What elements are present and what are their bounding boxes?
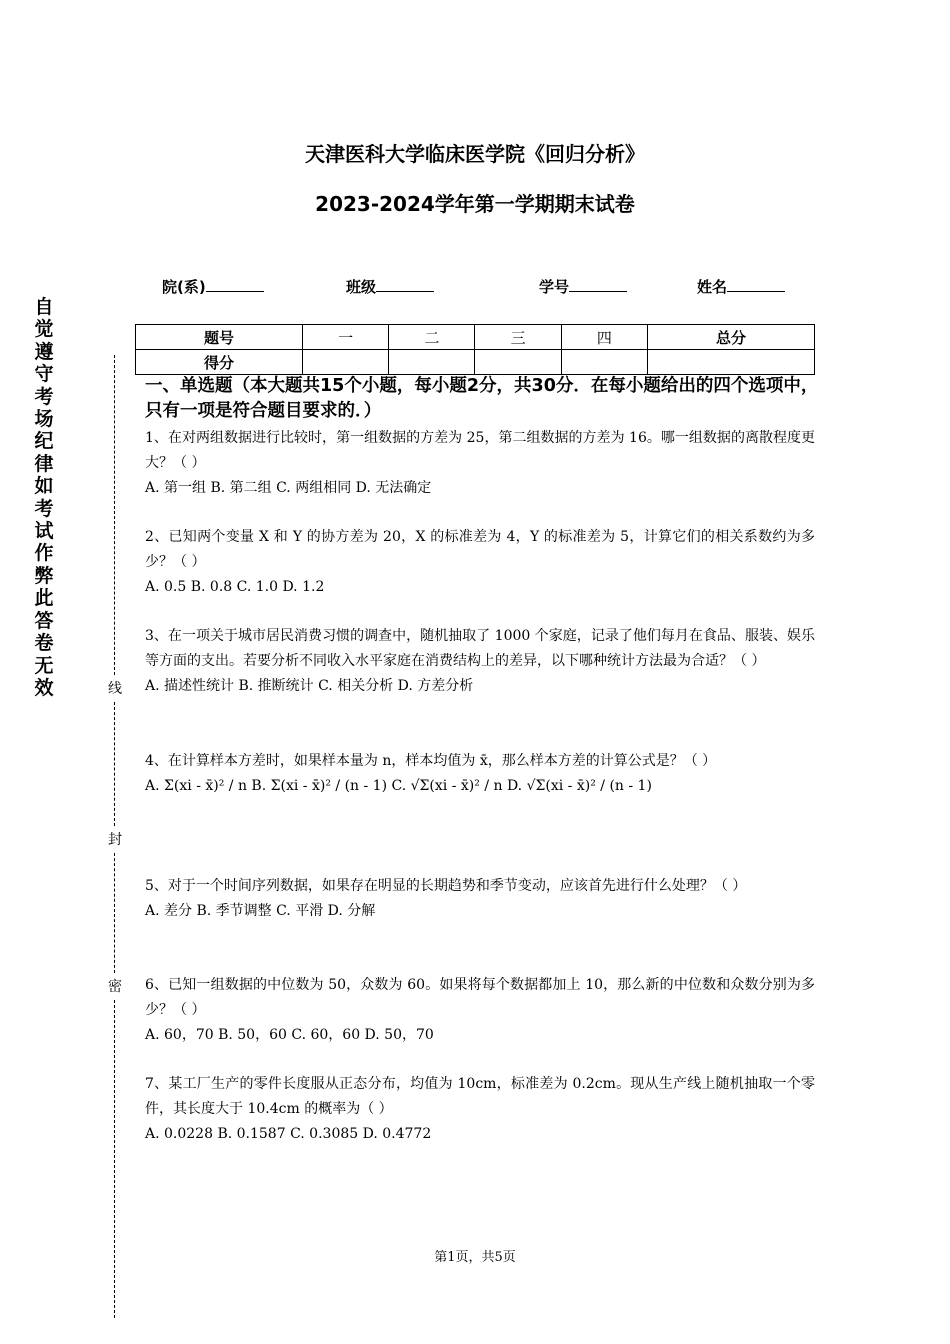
info-field-label: 学号: [539, 278, 570, 296]
question-6: [145, 973, 815, 1048]
cut-mark-line: 线: [106, 678, 124, 698]
question-2: [145, 525, 815, 600]
binding-dashed-line: [114, 1000, 115, 1318]
question-options: A. 0.5 B. 0.8 C. 1.0 D. 1.2: [145, 579, 325, 595]
question-text: 7、某工厂生产的零件长度服从正态分布，均值为 10cm，标准差为 0.2cm。现从生产线上随机抽取一个零件，其长度大于 10.4cm 的概率为（ ）: [145, 1076, 815, 1117]
question-4: [145, 749, 815, 799]
info-field-name: [697, 276, 785, 297]
score-table: [135, 324, 815, 375]
question-options: A. 60，70 B. 50，60 C. 60，60 D. 50，70: [145, 1027, 434, 1043]
info-field-class: [346, 276, 434, 297]
score-table-cell: 二: [389, 325, 475, 350]
info-field-label: 院(系): [162, 278, 206, 296]
question-5: [145, 874, 815, 924]
score-table-input-cell[interactable]: [475, 350, 561, 375]
blank-line[interactable]: [376, 276, 434, 292]
cut-mark-secret: 密: [106, 976, 124, 996]
score-table-score-row: [136, 350, 815, 375]
blank-line[interactable]: [569, 276, 627, 292]
exam-title-line2: 2023-2024学年第一学期期末试卷: [315, 192, 635, 216]
info-field-label: 班级: [346, 278, 377, 296]
info-field-student-id: [539, 276, 627, 297]
info-field-department: [162, 276, 264, 297]
question-text: 1、在对两组数据进行比较时，第一组数据的方差为 25，第二组数据的方差为 16。哪一组数据的离散程度更大？（ ）: [145, 430, 815, 471]
question-7: [145, 1072, 815, 1147]
question-options: A. 第一组 B. 第二组 C. 两组相同 D. 无法确定: [145, 480, 432, 496]
question-3: [145, 624, 815, 699]
exam-discipline-note: 自觉遵守考场纪律如考试作弊此答卷无效: [34, 296, 54, 699]
question-text: 2、已知两个变量 X 和 Y 的协方差为 20，X 的标准差为 4，Y 的标准差为 5，计算它们的相关系数约为多少？（ ）: [145, 529, 815, 570]
page-number: 第1页，共5页: [434, 1250, 516, 1265]
question-options: A. Σ(xi - x̄)² / n B. Σ(xi - x̄)² / (n - 1) C. √Σ(xi - x̄)² / n D. √Σ(xi - x̄)² / (n - 1): [145, 778, 652, 794]
question-text: 3、在一项关于城市居民消费习惯的调查中，随机抽取了 1000 个家庭，记录了他们每月在食品、服装、娱乐等方面的支出。若要分析不同收入水平家庭在消费结构上的差异，以下哪种统计方法最为合适？（ ）: [145, 628, 815, 669]
section-heading: 一、单选题（本大题共15个小题，每小题2分，共30分．在每小题给出的四个选项中，只有一项是符合题目要求的．）: [145, 376, 819, 421]
blank-line[interactable]: [727, 276, 785, 292]
score-table-input-cell[interactable]: [561, 350, 647, 375]
score-table-header-row: [136, 325, 815, 350]
binding-dashed-line: [114, 853, 115, 973]
score-table-cell: 四: [561, 325, 647, 350]
question-text: 6、已知一组数据的中位数为 50，众数为 60。如果将每个数据都加上 10，那么新的中位数和众数分别为多少？（ ）: [145, 977, 815, 1018]
binding-dashed-line: [114, 355, 115, 675]
score-table-cell: 三: [475, 325, 561, 350]
score-table-input-cell[interactable]: [303, 350, 389, 375]
score-table-cell: 一: [303, 325, 389, 350]
question-options: A. 差分 B. 季节调整 C. 平滑 D. 分解: [145, 903, 376, 919]
score-table-cell: 题号: [136, 325, 303, 350]
exam-title-line1: 天津医科大学临床医学院《回归分析》: [305, 142, 645, 166]
question-text: 5、对于一个时间序列数据，如果存在明显的长期趋势和季节变动，应该首先进行什么处理？（ ）: [145, 878, 747, 894]
question-text: 4、在计算样本方差时，如果样本量为 n，样本均值为 x̄，那么样本方差的计算公式是？（ ）: [145, 753, 717, 769]
cut-mark-seal: 封: [106, 829, 124, 849]
question-1: [145, 426, 815, 501]
blank-line[interactable]: [206, 276, 264, 292]
question-options: A. 0.0228 B. 0.1587 C. 0.3085 D. 0.4772: [145, 1126, 432, 1142]
score-table-input-cell[interactable]: [647, 350, 814, 375]
question-options: A. 描述性统计 B. 推断统计 C. 相关分析 D. 方差分析: [145, 678, 474, 694]
score-table-cell: 总分: [647, 325, 814, 350]
info-field-label: 姓名: [697, 278, 728, 296]
binding-dashed-line: [114, 702, 115, 826]
score-table-input-cell[interactable]: [389, 350, 475, 375]
score-table-cell: 得分: [136, 350, 303, 375]
